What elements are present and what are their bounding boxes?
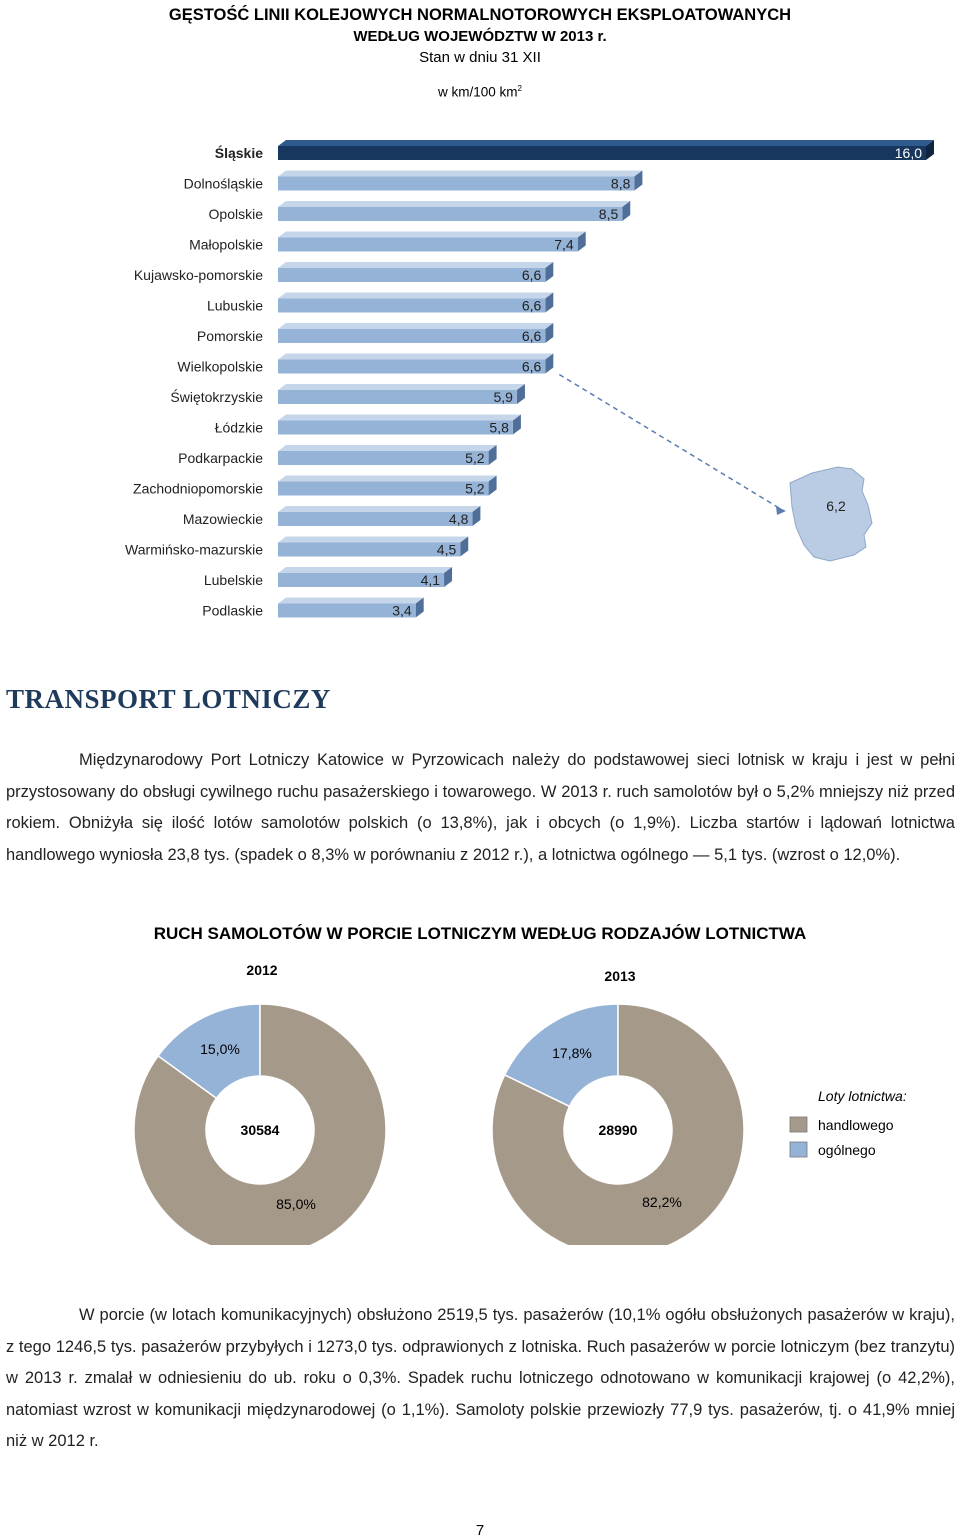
legend-title: Loty lotnictwa:: [818, 1088, 907, 1104]
value-label: 8,8: [610, 175, 631, 192]
bar-top: [278, 323, 553, 329]
unit-exponent: 2: [517, 84, 522, 93]
bar-top: [278, 354, 553, 360]
value-label: 5,9: [493, 389, 513, 405]
bar-group: [278, 171, 642, 191]
aircraft-traffic-donut-charts: [0, 955, 960, 1245]
poland-map: [790, 467, 872, 561]
value-label: 5,8: [489, 419, 509, 436]
category-label: Lubuskie: [206, 297, 263, 314]
paragraph-airport-traffic: Międzynarodowy Port Lotniczy Katowice w Pyrzowicach należy do podstawowej sieci lotnisk w kraju i jest w pełni przystosowany do obsługi cywilnego ruchu pasażerskiego i towarowego. W 2013 r. ruch samolotów był o 5,2% mniejszy niż przed rokiem. Obniżyła się ilość lotów samolotów polskich (o 13,8%), jak i obcych (o 1,9%). Liczba startów i lądowań lotnictwa handlowego wyniosła 23,8 tys. (spadek o 8,3% w porównaniu z 2012 r.), a lotnictwa ogólnego — 5,1 tys. (wzrost o 12,0%).: [6, 751, 955, 864]
bar: [278, 207, 622, 221]
bar-top: [278, 415, 521, 421]
bar-top: [278, 201, 630, 207]
category-label: Podlaskie: [202, 602, 263, 619]
category-label: Świętokrzyskie: [170, 389, 263, 405]
bar: [278, 512, 472, 526]
category-label: Kujawsko-pomorskie: [133, 267, 263, 283]
bar-group: [278, 323, 553, 343]
bar: [278, 329, 545, 343]
bar: [278, 360, 545, 374]
bar: [278, 390, 517, 404]
connector-arrowhead: [776, 506, 786, 515]
legend-swatch: [790, 1117, 807, 1132]
category-label: Opolskie: [208, 206, 263, 222]
donut-chart-title: RUCH SAMOLOTÓW W PORCIE LOTNICZYM WEDŁUG RODZAJÓW LOTNICTWA: [153, 924, 807, 943]
donut-total-label: 30584: [240, 1122, 280, 1138]
section-heading: TRANSPORT LOTNICZY: [6, 684, 331, 714]
bar-top: [278, 476, 497, 482]
value-label: 7,4: [554, 236, 574, 253]
value-label: 4,1: [420, 572, 441, 588]
value-label: 6,6: [521, 267, 542, 283]
bar: [278, 268, 545, 282]
category-label: Warmińsko-mazurskie: [125, 541, 263, 558]
bar: [278, 238, 578, 252]
bar-group: [278, 354, 553, 374]
railway-density-bar-chart: [0, 130, 960, 640]
category-label: Wielkopolskie: [177, 358, 263, 375]
poland-average-label: 6,2: [826, 498, 846, 514]
category-label: Mazowieckie: [182, 511, 263, 527]
bar-group: [278, 140, 934, 160]
value-label: 5,2: [465, 450, 485, 466]
bar: [278, 421, 513, 435]
donut-total-label: 28990: [598, 1122, 638, 1138]
value-label: 6,6: [521, 297, 542, 314]
category-label: Lubelskie: [203, 572, 263, 588]
bar-group: [278, 262, 553, 282]
bar-top: [278, 140, 934, 146]
bar-top: [278, 232, 586, 238]
paragraph-passengers: W porcie (w lotach komunikacyjnych) obsłużono 2519,5 tys. pasażerów (10,1% ogółu obsłużonych pasażerów w kraju), z tego 1246,5 tys. pasażerów przybyłych i 1273,0 tys. odprawionych z lotniska. Ruch pasażerów w porcie lotniczym (bez tranzytu) w 2013 r. zmalał w odniesieniu do ub. roku o 0,3%. Spadek ruchu lotniczego odnotowano w komunikacji krajowej (o 42,2%), natomiast wzrost w komunikacji międzynarodowej (o 1,1%). Samoloty polskie przewiozły 77,9 tys. pasażerów, tj. o 41,9% mniej niż w 2012 r.: [6, 1306, 955, 1450]
chart-title-line2: WEDŁUG WOJEWÓDZTW W 2013 r.: [353, 28, 607, 45]
legend-label: handlowego: [818, 1117, 894, 1133]
category-label: Małopolskie: [189, 236, 263, 253]
value-label: 4,8: [448, 511, 469, 527]
legend-swatch: [790, 1142, 807, 1157]
donut-year-label: 2013: [604, 968, 636, 984]
bar: [278, 543, 460, 557]
category-label: Zachodniopomorskie: [133, 480, 263, 497]
bar-group: [278, 415, 521, 435]
unit-text: w km/100 km: [438, 84, 518, 100]
bar-top: [278, 171, 642, 177]
bar-group: [278, 445, 497, 465]
bar-top: [278, 262, 553, 268]
donut-slice-label: 17,8%: [552, 1045, 592, 1061]
bar-top: [278, 445, 497, 451]
donut-slice-label: 15,0%: [200, 1041, 240, 1057]
donut-year-label: 2012: [246, 962, 278, 978]
bar: [278, 482, 489, 496]
value-label: 3,4: [392, 602, 412, 619]
donut-slice-label: 82,2%: [642, 1194, 682, 1210]
page-number: 7: [475, 1522, 485, 1539]
chart-subtitle: Stan w dniu 31 XII: [419, 49, 541, 66]
value-label: 16,0: [894, 145, 922, 161]
chart-unit: [0, 84, 960, 100]
legend-label: ogólnego: [818, 1142, 876, 1158]
bar-group: [278, 293, 553, 313]
category-label: Śląskie: [214, 145, 263, 161]
category-label: Łódzkie: [214, 419, 263, 436]
value-label: 4,5: [436, 541, 457, 558]
bar-group: [278, 201, 630, 221]
category-label: Pomorskie: [196, 328, 263, 344]
bar: [278, 146, 926, 160]
chart-title-line1: GĘSTOŚĆ LINII KOLEJOWYCH NORMALNOTOROWYCH EKSPLOATOWANYCH: [168, 6, 792, 24]
value-label: 6,6: [521, 358, 542, 375]
value-label: 6,6: [521, 328, 542, 344]
bar-top: [278, 293, 553, 299]
value-label: 8,5: [598, 206, 619, 222]
category-label: Dolnośląskie: [183, 175, 263, 192]
bar-group: [278, 476, 497, 496]
bar-group: [278, 384, 525, 404]
donut-slice-label: 85,0%: [276, 1196, 316, 1212]
bar: [278, 299, 545, 313]
bar-top: [278, 384, 525, 390]
bar-group: [278, 232, 586, 252]
bar: [278, 573, 444, 587]
bar: [278, 177, 634, 191]
bar: [278, 451, 489, 465]
average-connector: [559, 375, 784, 512]
category-label: Podkarpackie: [178, 450, 263, 466]
value-label: 5,2: [465, 480, 485, 497]
